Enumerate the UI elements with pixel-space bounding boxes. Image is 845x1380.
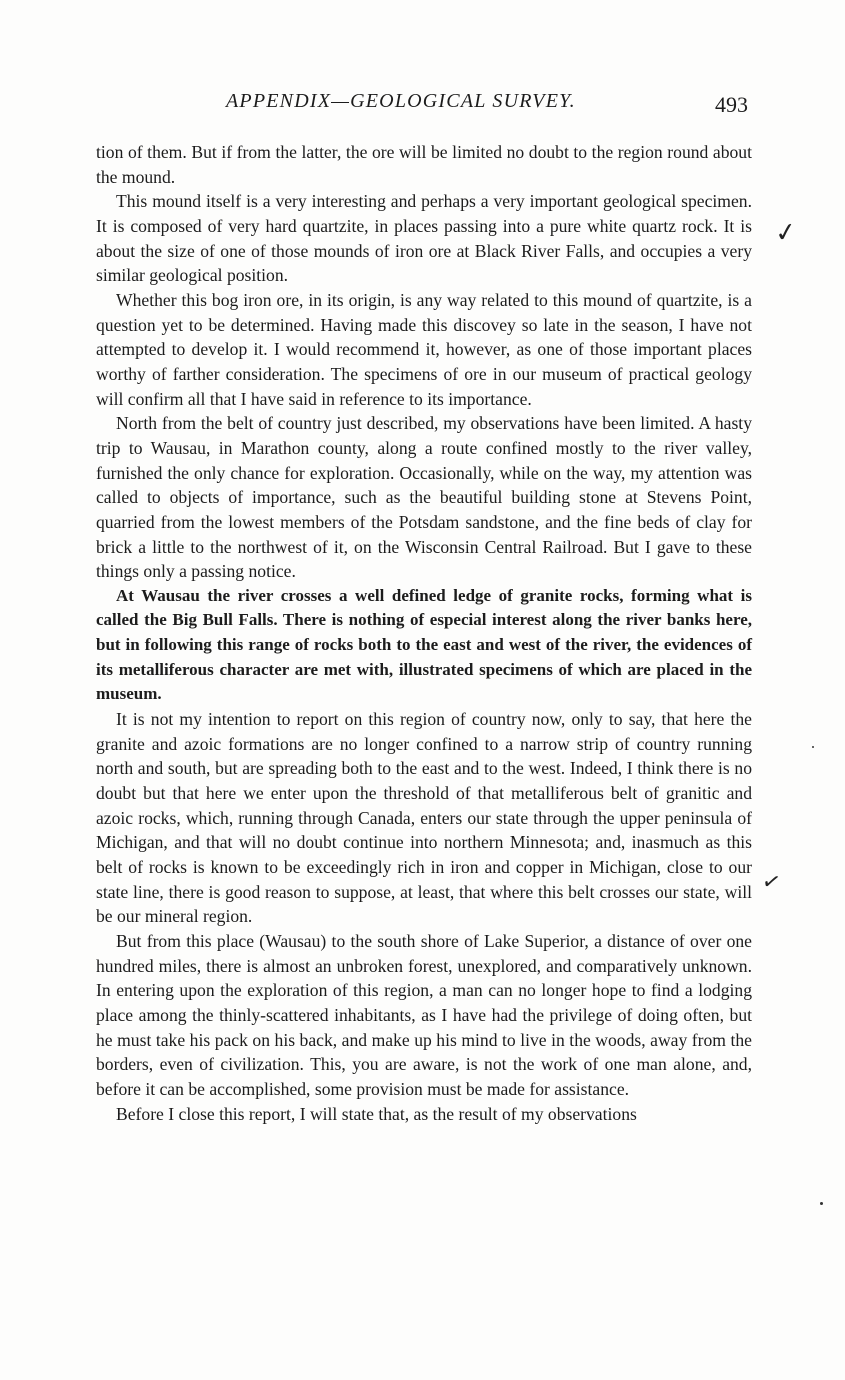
paragraph: Before I close this report, I will state that, as the result of my observations [116, 1103, 637, 1124]
ink-speck [812, 746, 814, 748]
body-text [96, 140, 752, 1126]
paragraph: But from this place (Wausau) to the south shore of Lake Superior, a distance of over one hundred miles, there is almost an unbroken forest, unexplored, and comparatively unknown. In entering upon the exploration of this region, a man can no longer hope to find a lodging place among the thinly-scattered inhabitants, as I have had the privilege of doing often, but he must take his pack on his back, and make up his mind to live in the woods, away from the borders, even of civilization. This, you are aware, is not the work of one man alone, and, before it can be accomplished, some provision must be made for assistance. [96, 931, 752, 1099]
paragraph: At Wausau the river crosses a well defined ledge of granite rocks, forming what is called the Big Bull Falls. There is nothing of especial interest along the river banks here, but in following this range of rocks both to the east and west of the river, the evidences of its metalliferous character are met with, illustrated specimens of which are placed in the museum. [96, 585, 752, 704]
running-title: APPENDIX—GEOLOGICAL SURVEY. [226, 90, 576, 112]
page-number: 493 [715, 92, 748, 117]
paragraph: Whether this bog iron ore, in its origin, is any way related to this mound of quartzite, is a question yet to be determined. Having made this discovey so late in the season, I have not attempted to develop it. I would recommend it, however, as one of those important places worthy of farther consideration. The specimens of ore in our museum of practical geology will confirm all that I have said in reference to its importance. [96, 289, 752, 409]
paragraph: This mound itself is a very interesting and perhaps a very important geological specimen. It is composed of very hard quartzite, in places passing into a pure white quartz rock. It is about the size of one of those mounds of iron ore at Black River Falls, and occupies a very similar geological position. [96, 191, 752, 286]
paragraph: tion of them. But if from the latter, the ore will be limited no doubt to the region round about the mound. [96, 142, 752, 187]
checkmark-icon: ✓ [773, 216, 799, 250]
paragraph: North from the belt of country just described, my observations have been limited. A hasty trip to Wausau, in Marathon county, along a route confined mostly to the river valley, furnished the only chance for exploration. Occasionally, while on the way, my attention was called to objects of importance, such as the beautiful building stone at Stevens Point, quarried from the lowest members of the Potsdam sandstone, and the fine beds of clay for brick a little to the northwest of it, on the Wisconsin Central Railroad. But I gave to these things only a passing notice. [96, 413, 752, 582]
running-head [96, 90, 754, 120]
ink-speck [820, 1202, 823, 1205]
paragraph: It is not my intention to report on this region of country now, only to say, that here the granite and azoic formations are no longer confined to a narrow strip of country running north and south, but are spreading both to the east and to the west. Indeed, I think there is no doubt but that here we enter upon the threshold of that metalliferous belt of granitic and azoic rocks, which, running through Canada, enters our state through the upper peninsula of Michigan, and that will no doubt continue into northern Minnesota; and, inasmuch as this belt of rocks is known to be exceedingly rich in iron and copper in Michigan, close to our state line, there is good reason to suppose, at least, that where this belt crosses our state, will be our mineral region. [96, 709, 752, 927]
checkmark-icon: ✓ [759, 868, 783, 897]
